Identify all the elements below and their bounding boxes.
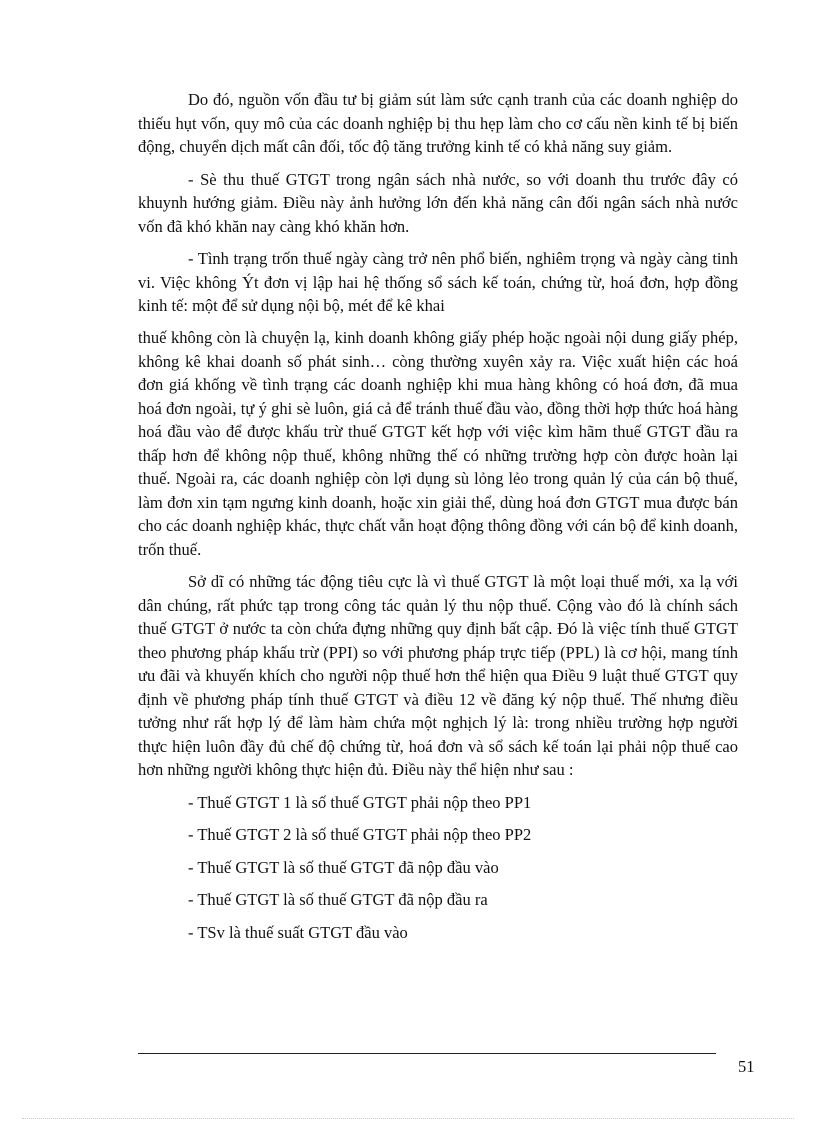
page-number: 51 [738,1057,755,1076]
page-edge-divider [22,1118,794,1119]
definition-item: - Thuế GTGT 2 là số thuế GTGT phải nộp theo PP2 [188,825,532,844]
paragraph-tax-evasion: - Tình trạng trốn thuế ngày càng trở nên phổ biến, nghiêm trọng và ngày càng tinh vi. Việc không Ýt đơn vị lập hai hệ thống sổ sách kế toán, chứng từ, hoá đơn, hợp đồng kinh tế: một để sử dụng nội bộ, mét để kê khai [138,249,738,315]
text-block-lower [138,326,738,953]
definition-item: - Thuế GTGT là số thuế GTGT đã nộp đầu vào [188,857,499,877]
footer-divider [138,1053,716,1054]
paragraph-cause: Sở dĩ có những tác động tiêu cực là vì thuế GTGT là một loại thuế mới, xa lạ với dân chúng, rất phức tạp trong công tác quản lý thu nộp thuế. Cộng vào đó là chính sách thuế GTGT ở nước ta còn chứa đựng những quy định bất cập. Đó là việc tính thuế GTGT theo phương pháp khấu trừ (PPI) so với phương pháp trực tiếp (PPL) là cơ hội, mang tính ưu đãi và khuyến khích cho người nộp thuế hơn thể hiện qua Điều 9 luật thuế GTGT quy định về phương pháp tính thuế GTGT và điều 12 về đăng ký nộp thuế. Thế nhưng điều tưởng như rất hợp lý để làm hàm chứa một nghịch lý là: trong nhiều trường hợp người thực hiện luôn đầy đủ chế độ chứng từ, hoá đơn và sổ sách kế toán lại phải nộp thuế cao hơn những người không thực hiện đủ. Điều này thể hiện như sau : [138,572,738,779]
paragraph-tax-evasion-continued: thuế không còn là chuyện lạ, kinh doanh không giấy phép hoặc ngoài nội dung giấy phép, không kê khai doanh số phát sinh… còng thường xuyên xảy ra. Việc xuất hiện các hoá đơn giá khống về tình trạng các doanh nghiệp khi mua hàng không có hoá đơn, đã mua hoá đơn ngoài, tự ý ghi sè luôn, giá cả để tránh thuế đầu vào, đồng thời hợp thức hoá hàng hoá đầu vào để được khấu trừ thuế GTGT kết hợp với việc kìm hãm thuế GTGT đầu ra thấp hơn để không nộp thuế, không những thế có những trường hợp còn được hoàn lại thuế. Ngoài ra, các doanh nghiệp còn lợi dụng sù lỏng lẻo trong quản lý của cán bộ thuế, làm đơn xin tạm ngưng kinh doanh, hoặc xin giải thể, dùng hoá đơn GTGT mua được bán cho các doanh nghiệp khác, thực chất vẫn hoạt động thông đồng với cán bộ để kinh doanh, trốn thuế. [138,328,738,559]
paragraph-tax-revenue: - Sè thu thuế GTGT trong ngân sách nhà nước, so với doanh thu trước đây có khuynh hướng giảm. Điều này ảnh hưởng lớn đến khả năng cân đối ngân sách nhà nước vốn đã khó khăn nay càng khó khăn hơn. [138,169,738,236]
definition-item: - TSv là thuế suất GTGT đầu vào [188,922,408,942]
text-block-upper [138,88,738,327]
definition-item: - Thuế GTGT là số thuế GTGT đã nộp đầu ra [188,890,488,909]
paragraph-capital-decline: Do đó, nguồn vốn đầu tư bị giảm sút làm sức cạnh tranh của các doanh nghiệp do thiếu hụt vốn, quy mô của các doanh nghiệp bị thu hẹp làm cho cơ cấu nền kinh tế bị biến động, chuyển dịch mất cân đối, tốc độ tăng trưởng kinh tế có khả năng suy giảm. [138,90,738,156]
definition-item: - Thuế GTGT 1 là số thuế GTGT phải nộp theo PP1 [188,792,532,812]
